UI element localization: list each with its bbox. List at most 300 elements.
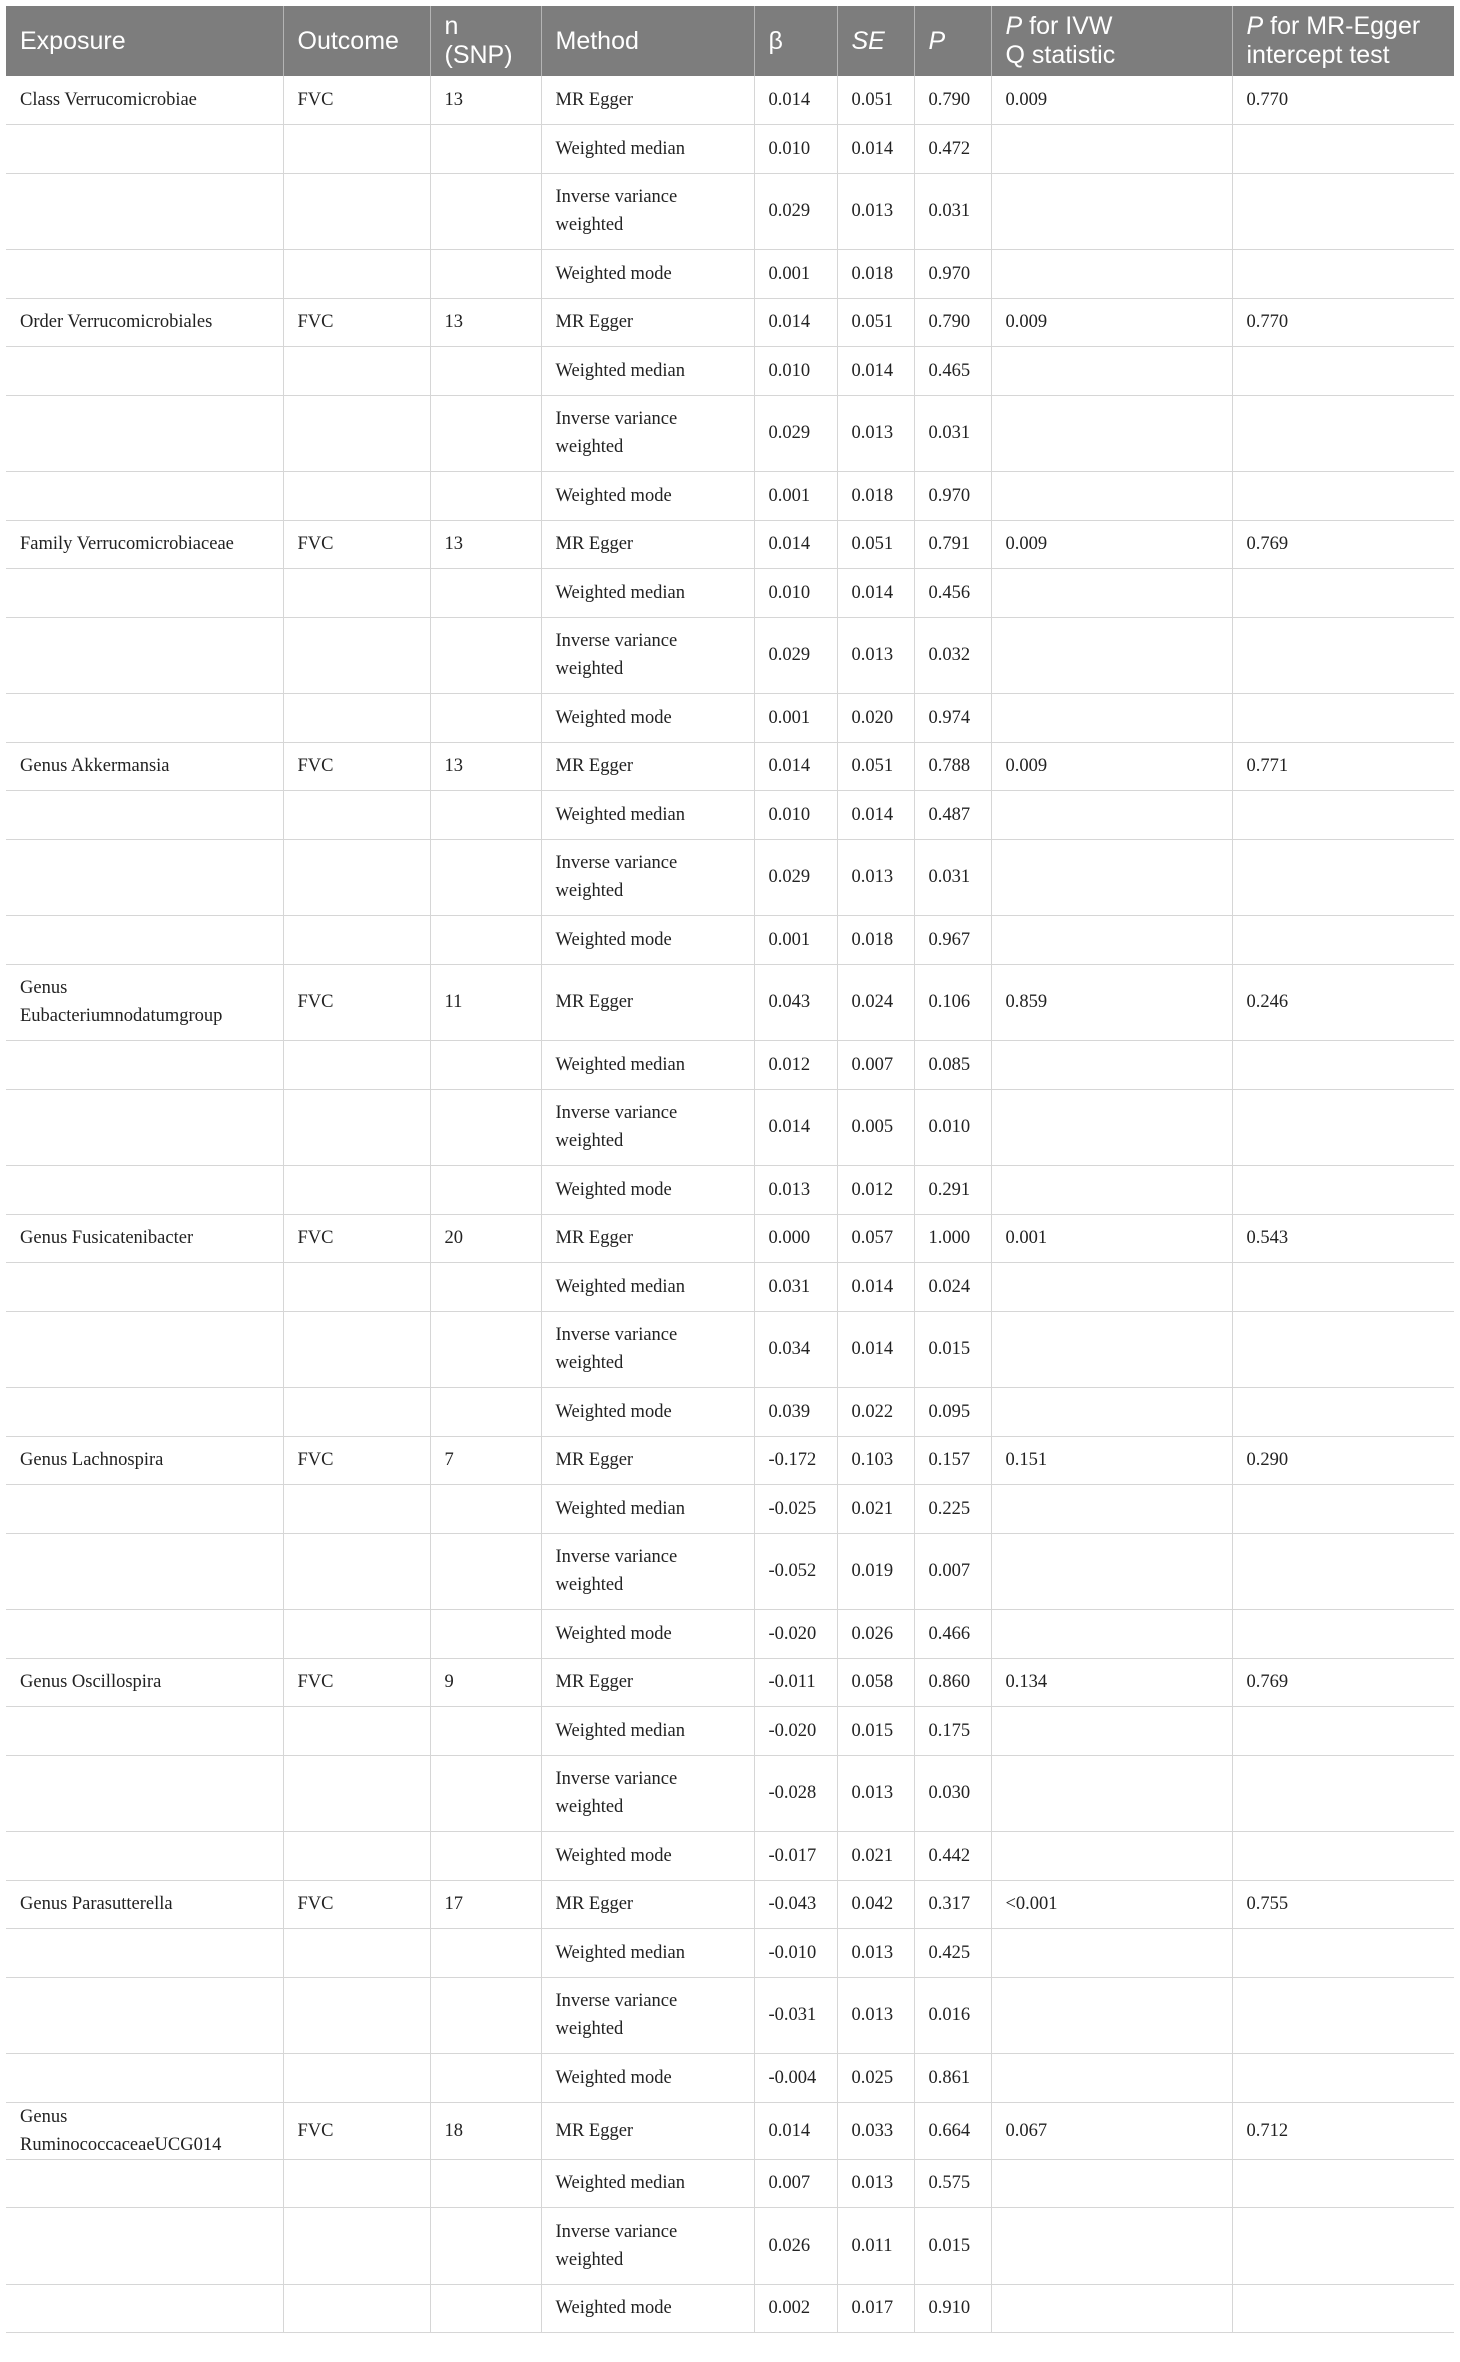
cell-egger-intercept: 0.290 [1232, 1436, 1454, 1485]
cell-se: 0.011 [837, 2208, 914, 2285]
cell-n-snp: 7 [430, 1436, 541, 1485]
cell-method: MR Egger [541, 1658, 754, 1707]
cell-beta: 0.043 [754, 964, 837, 1041]
cell-method: Weighted mode [541, 472, 754, 521]
cell-exposure [6, 2284, 283, 2333]
cell-p: 0.031 [914, 173, 991, 250]
header-beta [754, 6, 837, 76]
cell-p: 0.095 [914, 1388, 991, 1437]
cell-n-snp [430, 839, 541, 916]
cell-egger-intercept [1232, 569, 1454, 618]
table-row [6, 1929, 1454, 1978]
cell-method: MR Egger [541, 76, 754, 125]
cell-n-snp [430, 173, 541, 250]
cell-outcome [283, 1533, 430, 1610]
cell-exposure [6, 1485, 283, 1534]
cell-exposure [6, 1041, 283, 1090]
cell-n-snp [430, 1832, 541, 1881]
cell-method: Inverse variance weighted [541, 1089, 754, 1166]
cell-ivw-q [991, 1533, 1232, 1610]
cell-outcome [283, 1929, 430, 1978]
cell-egger-intercept [1232, 472, 1454, 521]
cell-method: MR Egger [541, 1214, 754, 1263]
cell-p: 0.861 [914, 2054, 991, 2103]
cell-n-snp [430, 1977, 541, 2054]
cell-method: Inverse variance weighted [541, 617, 754, 694]
cell-method: Weighted median [541, 569, 754, 618]
cell-method: Inverse variance weighted [541, 1533, 754, 1610]
cell-egger-intercept [1232, 1929, 1454, 1978]
cell-egger-intercept [1232, 2284, 1454, 2333]
cell-outcome: FVC [283, 1658, 430, 1707]
header-exposure-label: Exposure [20, 26, 126, 55]
cell-method: Inverse variance weighted [541, 1755, 754, 1832]
cell-n-snp [430, 1041, 541, 1090]
cell-n-snp: 20 [430, 1214, 541, 1263]
cell-method: MR Egger [541, 1436, 754, 1485]
header-se-label: SE [851, 26, 885, 55]
cell-p: 0.790 [914, 298, 991, 347]
cell-beta: 0.029 [754, 839, 837, 916]
cell-method: Inverse variance weighted [541, 1977, 754, 2054]
cell-egger-intercept [1232, 1041, 1454, 1090]
cell-egger-intercept [1232, 173, 1454, 250]
cell-ivw-q [991, 569, 1232, 618]
cell-exposure [6, 1610, 283, 1659]
cell-ivw-q [991, 173, 1232, 250]
cell-exposure [6, 1263, 283, 1312]
cell-n-snp [430, 1929, 541, 1978]
cell-egger-intercept [1232, 1388, 1454, 1437]
cell-egger-intercept [1232, 347, 1454, 396]
cell-beta: 0.001 [754, 694, 837, 743]
cell-ivw-q: 0.009 [991, 298, 1232, 347]
cell-outcome [283, 2159, 430, 2208]
cell-method: Weighted mode [541, 1832, 754, 1881]
cell-outcome [283, 395, 430, 472]
cell-egger-intercept: 0.712 [1232, 2102, 1454, 2159]
cell-outcome [283, 1977, 430, 2054]
cell-exposure [6, 1311, 283, 1388]
cell-outcome: FVC [283, 742, 430, 791]
cell-outcome [283, 916, 430, 965]
cell-outcome: FVC [283, 964, 430, 1041]
cell-ivw-q [991, 1832, 1232, 1881]
cell-se: 0.014 [837, 791, 914, 840]
cell-n-snp [430, 2054, 541, 2103]
cell-n-snp [430, 2284, 541, 2333]
cell-p: 0.487 [914, 791, 991, 840]
cell-ivw-q [991, 250, 1232, 299]
cell-ivw-q [991, 916, 1232, 965]
cell-se: 0.007 [837, 1041, 914, 1090]
cell-method: Inverse variance weighted [541, 1311, 754, 1388]
cell-egger-intercept [1232, 791, 1454, 840]
cell-se: 0.005 [837, 1089, 914, 1166]
cell-method: Weighted mode [541, 1388, 754, 1437]
cell-method: Weighted median [541, 1707, 754, 1756]
cell-p: 0.015 [914, 2208, 991, 2285]
header-ivw-q-line1: for IVW [1022, 12, 1113, 40]
cell-exposure [6, 395, 283, 472]
cell-outcome [283, 173, 430, 250]
cell-egger-intercept [1232, 1755, 1454, 1832]
table-row [6, 617, 1454, 694]
table-row [6, 1707, 1454, 1756]
cell-outcome [283, 2284, 430, 2333]
cell-method: MR Egger [541, 742, 754, 791]
table-row [6, 839, 1454, 916]
cell-exposure: Class Verrucomicrobiae [6, 76, 283, 125]
cell-n-snp [430, 617, 541, 694]
header-snp-label: (SNP) [444, 41, 513, 69]
cell-se: 0.015 [837, 1707, 914, 1756]
cell-se: 0.012 [837, 1166, 914, 1215]
table-row [6, 1755, 1454, 1832]
cell-exposure [6, 2159, 283, 2208]
cell-method: Weighted mode [541, 1166, 754, 1215]
cell-method: Weighted median [541, 791, 754, 840]
cell-beta: 0.034 [754, 1311, 837, 1388]
cell-n-snp [430, 1311, 541, 1388]
cell-egger-intercept [1232, 617, 1454, 694]
cell-n-snp: 13 [430, 298, 541, 347]
cell-outcome: FVC [283, 76, 430, 125]
cell-se: 0.014 [837, 347, 914, 396]
cell-p: 1.000 [914, 1214, 991, 1263]
cell-se: 0.021 [837, 1485, 914, 1534]
table-row [6, 395, 1454, 472]
cell-egger-intercept [1232, 2054, 1454, 2103]
cell-exposure [6, 2208, 283, 2285]
table-row [6, 250, 1454, 299]
cell-se: 0.057 [837, 1214, 914, 1263]
table-row [6, 1311, 1454, 1388]
header-egger-p: P [1246, 12, 1264, 40]
cell-outcome: FVC [283, 2102, 430, 2159]
cell-ivw-q [991, 1610, 1232, 1659]
cell-p: 0.425 [914, 1929, 991, 1978]
cell-se: 0.024 [837, 964, 914, 1041]
table-row [6, 1977, 1454, 2054]
header-n-label: n [444, 12, 459, 40]
table-row [6, 298, 1454, 347]
cell-exposure [6, 1166, 283, 1215]
cell-beta: 0.012 [754, 1041, 837, 1090]
cell-beta: 0.014 [754, 742, 837, 791]
cell-outcome: FVC [283, 520, 430, 569]
cell-method: Weighted mode [541, 2054, 754, 2103]
cell-outcome [283, 1707, 430, 1756]
cell-outcome [283, 839, 430, 916]
cell-se: 0.026 [837, 1610, 914, 1659]
table-row [6, 1880, 1454, 1929]
cell-egger-intercept [1232, 395, 1454, 472]
cell-p: 0.456 [914, 569, 991, 618]
cell-egger-intercept [1232, 694, 1454, 743]
cell-method: Weighted mode [541, 916, 754, 965]
cell-egger-intercept [1232, 1089, 1454, 1166]
cell-se: 0.013 [837, 1977, 914, 2054]
cell-n-snp [430, 1089, 541, 1166]
table-row [6, 569, 1454, 618]
cell-p: 0.317 [914, 1880, 991, 1929]
table-body [6, 76, 1454, 2333]
cell-egger-intercept [1232, 250, 1454, 299]
cell-n-snp [430, 1533, 541, 1610]
cell-ivw-q [991, 472, 1232, 521]
table-row [6, 1832, 1454, 1881]
header-method [541, 6, 754, 76]
cell-n-snp [430, 1388, 541, 1437]
cell-ivw-q [991, 125, 1232, 174]
cell-method: Inverse variance weighted [541, 395, 754, 472]
table-row [6, 76, 1454, 125]
cell-se: 0.018 [837, 250, 914, 299]
cell-egger-intercept [1232, 1166, 1454, 1215]
cell-ivw-q [991, 347, 1232, 396]
cell-n-snp [430, 2159, 541, 2208]
cell-egger-intercept [1232, 1485, 1454, 1534]
cell-exposure [6, 1089, 283, 1166]
cell-p: 0.030 [914, 1755, 991, 1832]
cell-outcome [283, 1832, 430, 1881]
cell-exposure [6, 250, 283, 299]
cell-p: 0.010 [914, 1089, 991, 1166]
cell-n-snp [430, 916, 541, 965]
cell-p: 0.291 [914, 1166, 991, 1215]
cell-egger-intercept [1232, 1977, 1454, 2054]
cell-method: Weighted mode [541, 250, 754, 299]
cell-ivw-q [991, 617, 1232, 694]
cell-exposure: Family Verrucomicrobiaceae [6, 520, 283, 569]
cell-method: Weighted median [541, 2159, 754, 2208]
cell-se: 0.013 [837, 173, 914, 250]
header-method-label: Method [555, 26, 639, 55]
cell-ivw-q [991, 2284, 1232, 2333]
cell-p: 0.970 [914, 250, 991, 299]
table-row [6, 472, 1454, 521]
cell-egger-intercept: 0.755 [1232, 1880, 1454, 1929]
cell-se: 0.013 [837, 839, 914, 916]
cell-outcome [283, 1610, 430, 1659]
table-row [6, 1658, 1454, 1707]
cell-ivw-q: 0.001 [991, 1214, 1232, 1263]
cell-beta: -0.031 [754, 1977, 837, 2054]
table-row [6, 791, 1454, 840]
cell-beta: -0.004 [754, 2054, 837, 2103]
cell-ivw-q: 0.009 [991, 520, 1232, 569]
table-row [6, 173, 1454, 250]
cell-ivw-q: <0.001 [991, 1880, 1232, 1929]
cell-ivw-q [991, 395, 1232, 472]
header-row [6, 6, 1454, 76]
cell-se: 0.051 [837, 298, 914, 347]
table-row [6, 1610, 1454, 1659]
cell-ivw-q [991, 1166, 1232, 1215]
table-row [6, 1263, 1454, 1312]
cell-ivw-q [991, 1707, 1232, 1756]
cell-outcome [283, 347, 430, 396]
cell-method: Weighted median [541, 125, 754, 174]
cell-exposure [6, 125, 283, 174]
cell-beta: 0.001 [754, 250, 837, 299]
header-se [837, 6, 914, 76]
cell-outcome [283, 569, 430, 618]
cell-method: Weighted median [541, 347, 754, 396]
cell-exposure [6, 472, 283, 521]
cell-p: 0.466 [914, 1610, 991, 1659]
cell-outcome: FVC [283, 1880, 430, 1929]
cell-p: 0.007 [914, 1533, 991, 1610]
cell-method: Weighted mode [541, 2284, 754, 2333]
table-row [6, 742, 1454, 791]
cell-beta: -0.052 [754, 1533, 837, 1610]
cell-exposure [6, 694, 283, 743]
cell-se: 0.013 [837, 1929, 914, 1978]
table-row [6, 964, 1454, 1041]
cell-ivw-q: 0.067 [991, 2102, 1232, 2159]
cell-egger-intercept: 0.770 [1232, 76, 1454, 125]
cell-egger-intercept [1232, 839, 1454, 916]
table-row [6, 2284, 1454, 2333]
cell-se: 0.019 [837, 1533, 914, 1610]
cell-beta: 0.031 [754, 1263, 837, 1312]
cell-method: MR Egger [541, 964, 754, 1041]
cell-egger-intercept: 0.770 [1232, 298, 1454, 347]
cell-method: Weighted median [541, 1263, 754, 1312]
cell-se: 0.014 [837, 1263, 914, 1312]
cell-exposure [6, 1388, 283, 1437]
cell-n-snp: 13 [430, 520, 541, 569]
cell-p: 0.788 [914, 742, 991, 791]
cell-method: Weighted median [541, 1485, 754, 1534]
cell-se: 0.042 [837, 1880, 914, 1929]
cell-p: 0.031 [914, 839, 991, 916]
cell-outcome [283, 2208, 430, 2285]
cell-ivw-q [991, 839, 1232, 916]
cell-p: 0.032 [914, 617, 991, 694]
cell-ivw-q [991, 1755, 1232, 1832]
cell-egger-intercept: 0.769 [1232, 520, 1454, 569]
cell-n-snp [430, 347, 541, 396]
cell-beta: -0.017 [754, 1832, 837, 1881]
cell-p: 0.664 [914, 2102, 991, 2159]
cell-exposure: Order Verrucomicrobiales [6, 298, 283, 347]
cell-se: 0.033 [837, 2102, 914, 2159]
header-n-snp [430, 6, 541, 76]
cell-n-snp [430, 1263, 541, 1312]
cell-outcome [283, 1041, 430, 1090]
cell-egger-intercept [1232, 1263, 1454, 1312]
cell-outcome [283, 1166, 430, 1215]
cell-method: Weighted median [541, 1929, 754, 1978]
cell-ivw-q: 0.009 [991, 742, 1232, 791]
cell-beta: 0.014 [754, 520, 837, 569]
cell-outcome [283, 125, 430, 174]
header-exposure [6, 6, 283, 76]
cell-ivw-q [991, 1311, 1232, 1388]
cell-beta: 0.014 [754, 2102, 837, 2159]
cell-n-snp [430, 791, 541, 840]
cell-se: 0.018 [837, 916, 914, 965]
cell-exposure [6, 1977, 283, 2054]
cell-outcome: FVC [283, 1436, 430, 1485]
cell-p: 0.442 [914, 1832, 991, 1881]
cell-p: 0.157 [914, 1436, 991, 1485]
cell-p: 0.085 [914, 1041, 991, 1090]
cell-beta: 0.029 [754, 173, 837, 250]
cell-exposure [6, 347, 283, 396]
cell-exposure [6, 1533, 283, 1610]
cell-beta: 0.010 [754, 569, 837, 618]
cell-egger-intercept [1232, 2208, 1454, 2285]
cell-exposure [6, 1929, 283, 1978]
cell-beta: -0.043 [754, 1880, 837, 1929]
cell-egger-intercept [1232, 1533, 1454, 1610]
table-row [6, 125, 1454, 174]
table-row [6, 1388, 1454, 1437]
cell-beta: 0.014 [754, 298, 837, 347]
cell-outcome [283, 1485, 430, 1534]
cell-exposure: Genus Fusicatenibacter [6, 1214, 283, 1263]
cell-se: 0.103 [837, 1436, 914, 1485]
cell-method: Weighted mode [541, 1610, 754, 1659]
cell-n-snp: 17 [430, 1880, 541, 1929]
table-row [6, 2208, 1454, 2285]
cell-n-snp [430, 694, 541, 743]
cell-n-snp: 13 [430, 76, 541, 125]
cell-ivw-q [991, 1263, 1232, 1312]
cell-ivw-q [991, 1485, 1232, 1534]
cell-beta: 0.029 [754, 395, 837, 472]
cell-se: 0.017 [837, 2284, 914, 2333]
cell-egger-intercept: 0.246 [1232, 964, 1454, 1041]
header-ivw-q [991, 6, 1232, 76]
header-ivw-q-p: P [1005, 12, 1023, 40]
cell-outcome [283, 1263, 430, 1312]
cell-beta: 0.007 [754, 2159, 837, 2208]
header-egger-line1: for MR-Egger [1263, 12, 1421, 40]
cell-ivw-q: 0.009 [991, 76, 1232, 125]
table-row [6, 694, 1454, 743]
cell-se: 0.025 [837, 2054, 914, 2103]
cell-exposure: Genus Akkermansia [6, 742, 283, 791]
cell-outcome: FVC [283, 1214, 430, 1263]
cell-se: 0.014 [837, 569, 914, 618]
cell-se: 0.021 [837, 1832, 914, 1881]
cell-n-snp [430, 1166, 541, 1215]
cell-n-snp: 13 [430, 742, 541, 791]
cell-egger-intercept [1232, 916, 1454, 965]
table-row [6, 1041, 1454, 1090]
cell-beta: -0.011 [754, 1658, 837, 1707]
table-header [6, 6, 1454, 76]
cell-method: Weighted median [541, 1041, 754, 1090]
cell-p: 0.860 [914, 1658, 991, 1707]
cell-egger-intercept: 0.543 [1232, 1214, 1454, 1263]
cell-p: 0.910 [914, 2284, 991, 2333]
cell-outcome [283, 472, 430, 521]
cell-se: 0.013 [837, 395, 914, 472]
cell-exposure [6, 569, 283, 618]
cell-exposure [6, 1707, 283, 1756]
cell-egger-intercept: 0.769 [1232, 1658, 1454, 1707]
table-row [6, 916, 1454, 965]
cell-p: 0.225 [914, 1485, 991, 1534]
cell-se: 0.018 [837, 472, 914, 521]
cell-ivw-q [991, 2159, 1232, 2208]
